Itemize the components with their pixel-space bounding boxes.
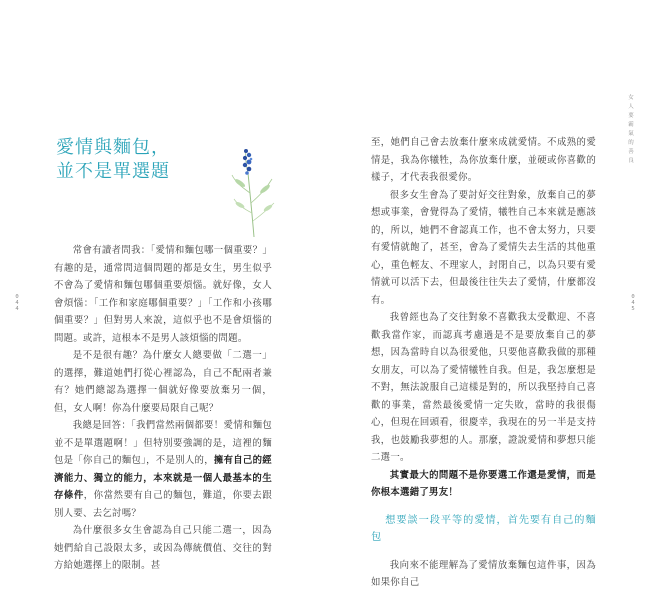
page-number-digit: 5 <box>631 306 635 312</box>
running-head-char: 人 <box>628 104 634 110</box>
paragraph: 我曾經也為了交往對象不喜歡我太受歡迎、不喜歡我當作家，而認真考慮過是不是要放棄自己的夢想，因為當時自以為很愛他，只要他喜歡我做的那種女朋友，可以為了愛情犧牲自我。但是，我怎麼想是不對，無法說服自己這樣是對的，所以我堅持自己喜歡的事業，當然最後愛情一定失敗，當時的我很傷心，但現在回頭看，很慶幸，我現在的另一半是支持我，也鼓勵我夢想的人。那麼，證說愛情和夢想只能二選一。 <box>371 312 596 463</box>
running-head-char: 善 <box>628 149 634 155</box>
paragraph: 我向來不能理解為了愛情放棄麵包這件事，因為如果你自己 <box>371 559 596 588</box>
paragraph: 很多女生會為了要討好交往對象，放棄自己的夢想或事業，會覺得為了愛情，犧牲自己本來就是應該的，所以，她們不會認真工作，也不會太努力，只要有愛情就飽了，甚至，會為了愛情失去生活的其他重心，重色輕友、不理家人，封閉自己，以為只要有愛情就可以活下去，但最後往往失去了愛情，什麼都沒有。 <box>371 189 596 306</box>
right-body-text <box>371 134 596 592</box>
paragraph-text: ，你當然要有自己的麵包，難道，你要去跟別人要、去乞討嗎？ <box>54 490 272 519</box>
paragraph <box>54 417 272 522</box>
running-head-char: 的 <box>628 140 634 146</box>
chapter-title <box>56 136 170 184</box>
page-number-left <box>14 294 20 312</box>
page-number-digit: 0 <box>631 294 635 300</box>
page-number-digit: 0 <box>15 294 19 300</box>
chapter-title-line: 並不是單選題 <box>56 161 170 182</box>
page-number-digit: 4 <box>15 306 19 312</box>
bold-emphasis: 擁有自己的經濟能力、獨立的能力，本來就是一個人最基本的生存條件 <box>54 455 272 501</box>
flower-illustration <box>228 143 278 238</box>
running-head-char: 霸 <box>628 122 634 128</box>
chapter-title-line: 愛情與麵包， <box>56 137 170 158</box>
paragraph: 為什麼很多女生會認為自己只能二選一，因為她們給自己設限太多，或因為傳統價值、交往的對方給她選擇上的限制。甚 <box>54 525 272 571</box>
running-head-char: 良 <box>628 158 634 164</box>
page-number-right <box>630 294 636 312</box>
left-body-text <box>54 242 272 575</box>
section-subheading: 想要談一段平等的愛情，首先要有自己的麵包 <box>371 514 596 543</box>
running-head-char: 氣 <box>628 131 634 137</box>
left-page <box>0 0 327 609</box>
running-head-char: 要 <box>628 113 634 119</box>
paragraph: 至，她們自己會去放棄什麼來成就愛情。不成熟的愛情是，我為你犧牲，為你放棄什麼，並硬或你喜歡的樣子，才代表我很愛你。 <box>371 137 596 183</box>
page-number-digit: 4 <box>15 300 19 306</box>
page-number-digit: 4 <box>631 300 635 306</box>
running-head <box>626 94 636 166</box>
paragraph-text: 我總是回答：「我們當然兩個都要！愛情和麵包並不是單選題啊！」但特別要強調的是，這裡的麵包是「你自己的麵包」，不是別人的， <box>54 420 272 466</box>
running-head-char: 女 <box>628 95 634 101</box>
paragraph: 是不是很有趣？為什麼女人總要做「二選一」的選擇，難道她們打從心裡認為，自己不配兩者兼有？她們總認為選擇一個就好像要放棄另一個，但，女人啊！你為什麼要局限自己呢？ <box>54 350 272 414</box>
paragraph: 常會有讀者問我：「愛情和麵包哪一個重要？」有趣的是，通常問這個問題的都是女生，男生似乎不會為了愛情和麵包哪個重要煩惱。就好像，女人會煩惱：「工作和家庭哪個重要？」「工作和小孩哪個重要？」但對男人來說，這似乎也不是會煩惱的問題。或許，這根本不是男人該煩惱的問題。 <box>54 245 272 344</box>
bold-paragraph: 其實最大的問題不是你要選工作還是愛情，而是你根本選錯了男友！ <box>371 469 596 498</box>
